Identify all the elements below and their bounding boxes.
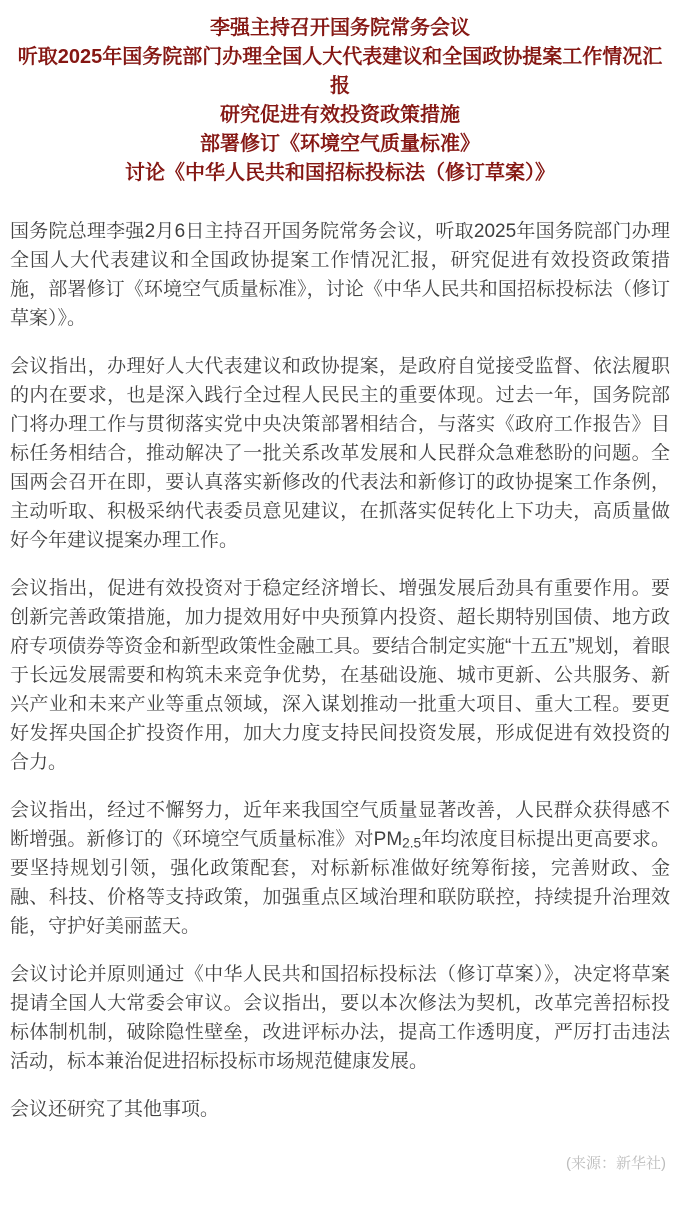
title-line-2: 听取2025年国务院部门办理全国人大代表建议和全国政协提案工作情况汇报 — [17, 46, 663, 97]
source-attribution: (来源：新华社) — [566, 1155, 666, 1172]
paragraph-air-quality — [10, 796, 670, 941]
paragraph-air-quality-post: 年均浓度目标提出更高要求。要坚持规划引领，强化政策配套，对标新标准做好统筹衔接，完善财政、金融、科技、价格等支持政策，加强重点区域治理和联防联控，持续提升治理效能，守护好美丽蓝天。 — [10, 829, 670, 937]
paragraph-other-matters: 会议还研究了其他事项。 — [10, 1099, 220, 1120]
paragraph-lead: 国务院总理李强2月6日主持召开国务院常务会议，听取2025年国务院部门办理全国人大代表建议和全国政协提案工作情况汇报，研究促进有效投资政策措施，部署修订《环境空气质量标准》，讨论《中华人民共和国招标投标法（修订草案）》。 — [10, 221, 670, 329]
paragraph-investment: 会议指出，促进有效投资对于稳定经济增长、增强发展后劲具有重要作用。要创新完善政策措施，加力提效用好中央预算内投资、超长期特别国债、地方政府专项债券等资金和新型政策性金融工具。要结合制定实施“十五五”规划，着眼于长远发展需要和构筑未来竞争优势，在基础设施、城市更新、公共服务、新兴产业和未来产业等重点领域，深入谋划推动一批重大项目、重大工程。要更好发挥央国企扩投资作用，加大力度支持民间投资发展，形成促进有效投资的合力。 — [10, 578, 670, 773]
title-line-3: 研究促进有效投资政策措施 — [220, 104, 460, 126]
article-body — [10, 217, 670, 1124]
article-title-block — [10, 14, 670, 188]
title-line-1: 李强主持召开国务院常务会议 — [210, 17, 470, 39]
pm25-subscript: 2.5 — [402, 835, 422, 851]
title-line-5: 讨论《中华人民共和国招标投标法（修订草案）》 — [125, 162, 555, 184]
paragraph-air-quality-pre: 会议指出，经过不懈努力，近年来我国空气质量显著改善，人民群众获得感不断增强。新修订的《环境空气质量标准》对PM — [10, 800, 670, 850]
paragraph-proposals: 会议指出，办理好人大代表建议和政协提案，是政府自觉接受监督、依法履职的内在要求，也是深入践行全过程人民民主的重要体现。过去一年，国务院部门将办理工作与贯彻落实党中央决策部署相结合，与落实《政府工作报告》目标任务相结合，推动解决了一批关系改革发展和人民群众急难愁盼的问题。全国两会召开在即，要认真落实新修改的代表法和新修订的政协提案工作条例，主动听取、积极采纳代表委员意见建议，在抓落实促转化上下功夫，高质量做好今年建议提案办理工作。 — [10, 356, 670, 551]
title-line-4: 部署修订《环境空气质量标准》 — [200, 133, 480, 155]
paragraph-bidding-law: 会议讨论并原则通过《中华人民共和国招标投标法（修订草案）》，决定将草案提请全国人大常委会审议。会议指出，要以本次修法为契机，改革完善招标投标体制机制，破除隐性壁垒，改进评标办法，提高工作透明度，严厉打击违法活动，标本兼治促进招标投标市场规范健康发展。 — [10, 964, 670, 1072]
